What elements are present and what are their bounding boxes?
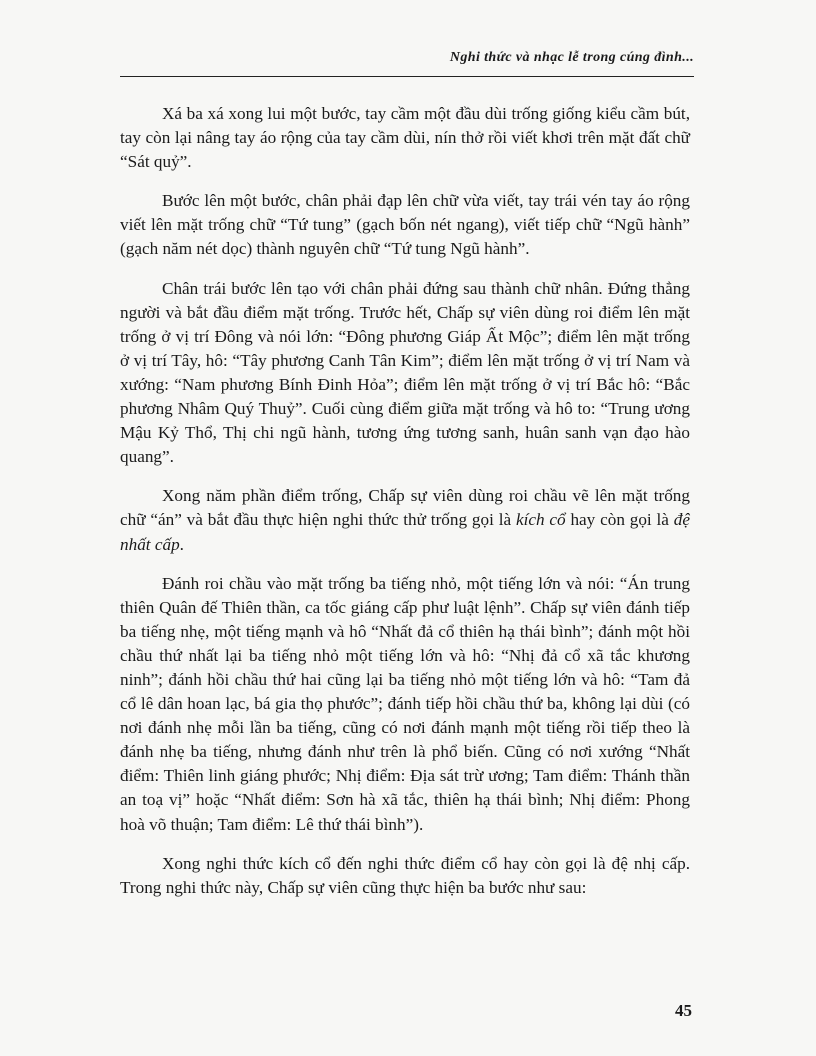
paragraph: Xá ba xá xong lui một bước, tay cầm một đầu dùi trống giống kiểu cầm bút, tay còn lại nâng tay áo rộng của tay cầm dùi, nín thở rồi viết khơi trên mặt đất chữ “Sát quỷ”. (120, 104, 690, 172)
italic-term: kích cổ (515, 510, 566, 530)
italic-term: đệ nhất cấp (120, 510, 690, 554)
running-header: Nghi thức và nhạc lễ trong cúng đình... (449, 50, 694, 65)
paragraph: Chân trái bước lên tạo với chân phải đứng sau thành chữ nhân. Đứng thẳng người và bắt đầu điểm mặt trống. Trước hết, Chấp sự viên dùng roi điểm lên mặt trống ở vị trí Đông và nói lớn: “Đông phương Giáp Ất Mộc”; điểm lên mặt trống ở vị trí Tây, hô: “Tây phương Canh Tân Kim”; điểm lên mặt trống ở vị trí Nam và xướng: “Nam phương Bính Đinh Hỏa”; điểm lên mặt trống ở vị trí Bắc hô: “Bắc phương Nhâm Quý Thuỷ”. Cuối cùng điểm giữa mặt trống và hô to: “Trung ương Mậu Kỷ Thổ, Thị chi ngũ hành, tương ứng tương sanh, huân sanh vạn đạo hào quang”. (120, 278, 690, 467)
header-rule (120, 76, 694, 77)
paragraph: Đánh roi chầu vào mặt trống ba tiếng nhỏ, một tiếng lớn và nói: “Án trung thiên Quân đế Thiên thần, ca tốc giáng cấp phư luật lệnh”. Chấp sự viên đánh tiếp ba tiếng nhẹ, một tiếng mạnh và hô “Nhất đả cổ thiên hạ thái bình”; đánh một hồi chầu thứ nhất lại ba tiếng nhỏ một tiếng lớn và hô: “Nhị đả cổ xã tắc khương ninh”; đánh hồi chầu thứ hai cũng lại ba tiếng nhỏ một tiếng lớn và hô: “Tam đả cổ lê dân hoan lạc, bá gia thọ phước”; đánh tiếp hồi chầu thứ ba, không lại dùi (có nơi đánh nhẹ mỗi lần ba tiếng, cũng có nơi đánh mạnh một tiếng rồi tiếp theo là đánh nhẹ ba tiếng, nhưng đánh như trên là phổ biến. Cũng có nơi xướng “Nhất điểm: Thiên linh giáng phước; Nhị điểm: Địa sát trừ ương; Tam điểm: Thánh thần an toạ vị” hoặc “Nhất điểm: Sơn hà xã tắc, thiên hạ thái bình; Nhị điểm: Phong hoà võ thuận; Tam điểm: Lê thứ thái bình”). (120, 573, 690, 834)
paragraph-text: hay còn gọi là (565, 510, 674, 530)
paragraph: Xong nghi thức kích cổ đến nghi thức điểm cổ hay còn gọi là đệ nhị cấp. Trong nghi thức này, Chấp sự viên cũng thực hiện ba bước như sau: (120, 853, 690, 897)
page-number: 45 (675, 1001, 692, 1020)
paragraph-text: Xong năm phần điểm trống, Chấp sự viên dùng roi chầu vẽ lên mặt trống chữ “án” và bắt đầu thực hiện nghi thức thử trống gọi là (120, 486, 690, 530)
paragraph (120, 484, 690, 556)
paragraph-text: . (179, 534, 184, 554)
paragraph: Bước lên một bước, chân phải đạp lên chữ vừa viết, tay trái vén tay áo rộng viết lên mặt trống chữ “Tứ tung” (gạch bốn nét ngang), viết tiếp chữ “Ngũ hành” (gạch năm nét dọc) thành nguyên chữ “Tứ tung Ngũ hành”. (120, 191, 690, 259)
body-text (120, 102, 690, 915)
